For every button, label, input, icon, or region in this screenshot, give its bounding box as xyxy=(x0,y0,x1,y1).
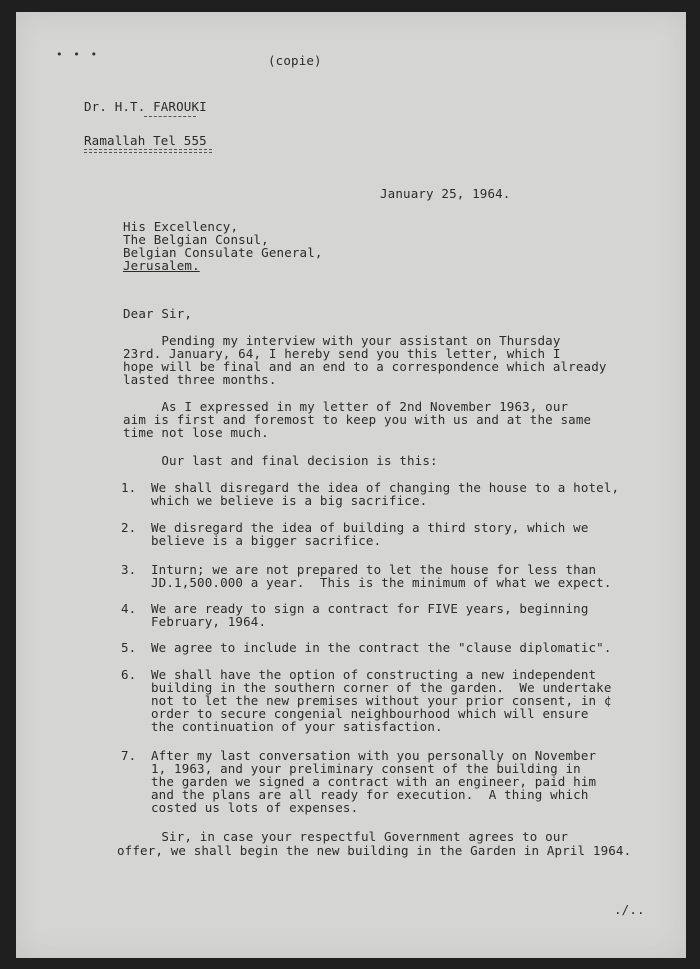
item-4-line: February, 1964. xyxy=(151,614,267,629)
paragraph-1-line: lasted three months. xyxy=(123,372,277,387)
item-6-line: the continuation of your satisfaction. xyxy=(151,719,443,734)
paragraph-2-line: time not lose much. xyxy=(123,425,269,440)
copy-mark: (copie) xyxy=(268,53,322,68)
closing-line: offer, we shall begin the new building in the Garden in April 1964. xyxy=(117,843,632,858)
paragraph-1-line: hope will be final and an end to a correspondence which already xyxy=(123,359,607,374)
recipient-line: Belgian Consulate General, xyxy=(123,245,323,260)
item-6-line: We shall have the option of constructing a new independent xyxy=(151,667,597,682)
item-2-number: 2. xyxy=(121,520,137,535)
salutation: Dear Sir, xyxy=(123,306,193,321)
continuation-mark: ./.. xyxy=(614,902,645,917)
sender-name: Dr. H.T. FAROUKI xyxy=(84,99,207,114)
paragraph-1-line: Pending my interview with your assistant on Thursday xyxy=(123,333,561,348)
item-3-number: 3. xyxy=(121,562,137,577)
item-4-number: 4. xyxy=(121,601,137,616)
paragraph-2-line: As I expressed in my letter of 2nd November 1963, our xyxy=(123,399,569,414)
item-6-line: building in the southern corner of the garden. We undertake xyxy=(151,680,612,695)
item-6-line: not to let the new premises without your prior consent, in ¢ xyxy=(151,693,612,708)
paragraph-2-line: aim is first and foremost to keep you with us and at the same xyxy=(123,412,592,427)
item-6-number: 6. xyxy=(121,667,137,682)
sender-address-underline-second xyxy=(84,152,212,153)
item-2-line: We disregard the idea of building a third story, which we xyxy=(151,520,589,535)
item-1-line: which we believe is a big sacrifice. xyxy=(151,493,428,508)
item-4-line: We are ready to sign a contract for FIVE years, beginning xyxy=(151,601,589,616)
item-5-number: 5. xyxy=(121,640,137,655)
item-7-line: the garden we signed a contract with an engineer, paid him xyxy=(151,774,597,789)
sender-address: Ramallah Tel 555 xyxy=(84,133,207,148)
stray-marks: • • • xyxy=(56,48,100,61)
item-7-line: and the plans are all ready for execution. A thing which xyxy=(151,787,589,802)
letter-page xyxy=(16,12,686,958)
closing-line: Sir, in case your respectful Government agrees to our xyxy=(123,829,569,844)
item-7-line: costed us lots of expenses. xyxy=(151,800,359,815)
recipient-city: Jerusalem. xyxy=(123,258,200,273)
item-3-line: JD.1,500.000 a year. This is the minimum of what we expect. xyxy=(151,575,612,590)
paragraph-1-line: 23rd. January, 64, I hereby send you this letter, which I xyxy=(123,346,561,361)
recipient-line: His Excellency, xyxy=(123,219,239,234)
item-1-number: 1. xyxy=(121,480,137,495)
item-2-line: believe is a bigger sacrifice. xyxy=(151,533,382,548)
item-6-line: order to secure congenial neighbourhood which will ensure xyxy=(151,706,589,721)
item-1-line: We shall disregard the idea of changing the house to a hotel, xyxy=(151,480,620,495)
sender-address-underline xyxy=(84,149,212,150)
item-3-line: Inturn; we are not prepared to let the house for less than xyxy=(151,562,597,577)
letter-date: January 25, 1964. xyxy=(380,186,511,201)
item-5-line: We agree to include in the contract the "clause diplomatic". xyxy=(151,640,612,655)
recipient-line: The Belgian Consul, xyxy=(123,232,269,247)
item-7-line: After my last conversation with you personally on November xyxy=(151,748,597,763)
item-7-number: 7. xyxy=(121,748,137,763)
item-7-line: 1, 1963, and your preliminary consent of the building in xyxy=(151,761,581,776)
sender-name-underline xyxy=(144,116,196,117)
paragraph-3: Our last and final decision is this: xyxy=(123,453,438,468)
